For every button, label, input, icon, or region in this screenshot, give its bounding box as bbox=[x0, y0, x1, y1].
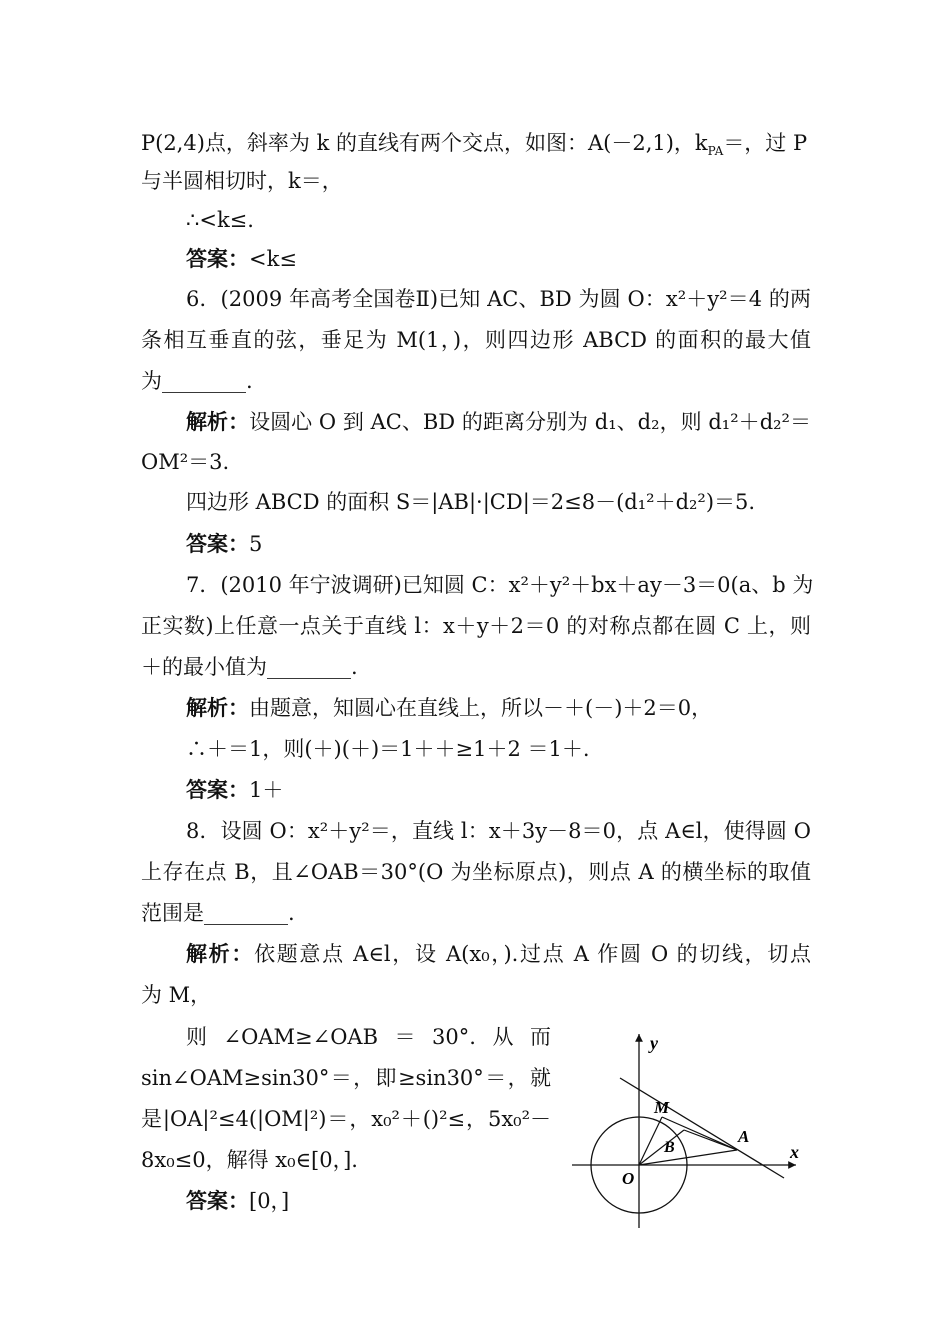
answer-7 bbox=[186, 775, 811, 805]
sol8-line-4: sin∠OAM≥sin30°＝，即≥sin30°＝，就 bbox=[141, 1066, 551, 1090]
answer-value: 1＋ bbox=[249, 778, 284, 802]
solution-label: 解析： bbox=[186, 695, 249, 720]
label-a: A bbox=[738, 1127, 750, 1146]
line-p5-1 bbox=[141, 128, 811, 158]
line-p5-1-text: P(2,4)点，斜率为 k 的直线有两个交点，如图：A(－2,1)，k bbox=[141, 131, 708, 155]
sol8-line-6: 8x₀≤0，解得 x₀∈[0，]. bbox=[141, 1148, 358, 1172]
q8-line-3: 范围是________. bbox=[141, 901, 295, 925]
answer-label: 答案： bbox=[186, 1188, 249, 1213]
label-y: y bbox=[650, 1033, 658, 1053]
sol6-line-3: 四边形 ABCD 的面积 S＝|AB|·|CD|＝2≤8－(d₁²＋d₂²)＝5. bbox=[186, 490, 756, 514]
answer-value: <k≤ bbox=[249, 247, 297, 271]
answer-6 bbox=[186, 529, 811, 559]
q6-line-2: 条相互垂直的弦，垂足为 M(1，)，则四边形 ABCD 的面积的最大值 bbox=[141, 328, 811, 352]
answer-label: 答案： bbox=[186, 777, 249, 802]
label-o: O bbox=[622, 1169, 635, 1188]
kpa-subscript: PA bbox=[707, 144, 724, 159]
q8-line-2: 上存在点 B，且∠OAB＝30°(O 为坐标原点)，则点 A 的横坐标的取值 bbox=[141, 860, 811, 884]
answer-5 bbox=[186, 244, 811, 274]
solution-label: 解析： bbox=[186, 941, 255, 966]
geometry-figure bbox=[568, 1028, 804, 1232]
line-p5-2: 与半圆相切时，k＝， bbox=[141, 169, 343, 193]
answer-value: 5 bbox=[249, 532, 263, 556]
q6-line-1: 6．(2009 年高考全国卷Ⅱ)已知 AC、BD 为圆 O：x²＋y²＝4 的两 bbox=[186, 287, 811, 311]
segment-om bbox=[639, 1117, 662, 1165]
sol8-line-3: 则∠OAM≥∠OAB＝30°.从而 bbox=[186, 1025, 551, 1049]
sol7-line-2: ∴＋＝1，则(＋)(＋)＝1＋＋≥1＋2 ＝1＋. bbox=[186, 737, 590, 761]
label-b: B bbox=[664, 1139, 675, 1156]
q7-line-2: 正实数)上任意一点关于直线 l：x＋y＋2＝0 的对称点都在圆 C 上，则 bbox=[141, 614, 811, 638]
sol6-line-2: OM²＝3. bbox=[141, 450, 230, 474]
sol7-line-1-text: 由题意，知圆心在直线上，所以－＋(－)＋2＝0， bbox=[249, 696, 713, 720]
answer-label: 答案： bbox=[186, 246, 249, 271]
solution-label: 解析： bbox=[186, 409, 250, 434]
sol8-line-5: 是|OA|²≤4(|OM|²)＝，x₀²＋()²≤，5x₀²－ bbox=[141, 1107, 551, 1131]
sol8-line-2: 为 M， bbox=[141, 983, 212, 1007]
line-p5-1-tail: ＝，过 P bbox=[723, 131, 808, 155]
q7-line-1: 7．(2010 年宁波调研)已知圆 C：x²＋y²＋bx＋ay－3＝0(a、b 为 bbox=[186, 573, 814, 597]
line-p5-3: ∴<k≤. bbox=[186, 208, 254, 232]
line-l bbox=[620, 1078, 784, 1178]
answer-label: 答案： bbox=[186, 531, 249, 556]
q7-line-3: ＋的最小值为________. bbox=[141, 655, 358, 679]
label-m: M bbox=[654, 1098, 670, 1117]
sol6-line-1 bbox=[186, 407, 811, 437]
answer-value: [0，] bbox=[249, 1189, 290, 1213]
sol6-line-1-text: 设圆心 O 到 AC、BD 的距离分别为 d₁、d₂，则 d₁²＋d₂²＝ bbox=[249, 410, 812, 434]
q8-line-1: 8．设圆 O：x²＋y²＝，直线 l：x＋3y－8＝0，点 A∈l，使得圆 O bbox=[186, 819, 811, 843]
segment-oa bbox=[639, 1150, 737, 1165]
sol8-line-1 bbox=[186, 939, 811, 969]
sol8-line-1-text: 依题意点 A∈l，设 A(x₀，).过点 A 作圆 O 的切线，切点 bbox=[254, 942, 811, 966]
sol7-line-1 bbox=[186, 693, 811, 723]
q6-line-3: 为________. bbox=[141, 369, 253, 393]
label-x: x bbox=[790, 1142, 799, 1162]
